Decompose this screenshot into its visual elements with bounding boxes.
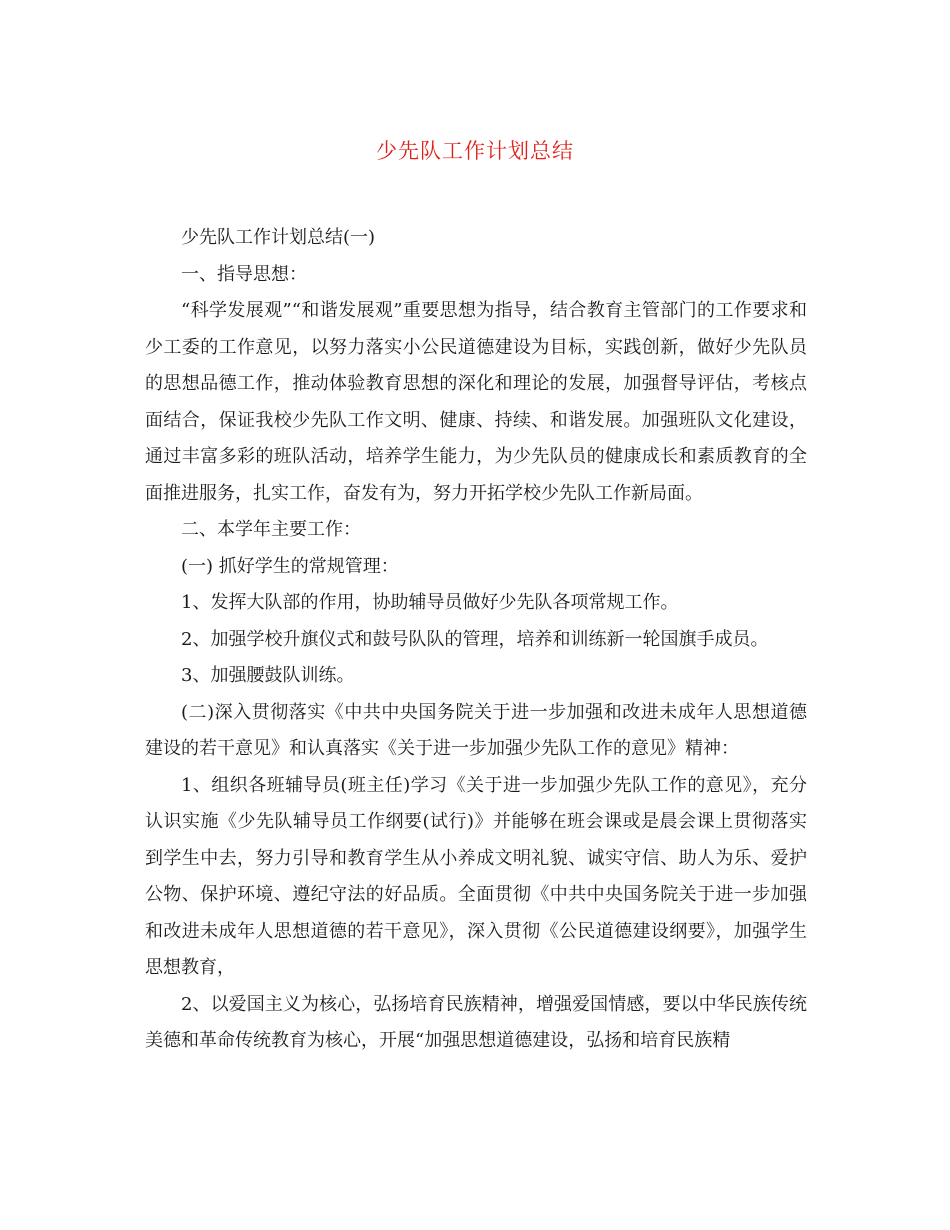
body-paragraph: 2、以爱国主义为核心，弘扬培育民族精神，增强爱国情感，要以中华民族传统美德和革命传统教育为核心，开展“加强思想道德建设，弘扬和培育民族精: [145, 993, 807, 1051]
list-item: 1、发挥大队部的作用，协助辅导员做好少先队各项常规工作。: [181, 592, 679, 613]
section-heading-guiding-ideology: 一、指导思想：: [181, 263, 307, 285]
list-item: 3、加强腰鼓队训练。: [181, 665, 355, 686]
document-body: [145, 220, 807, 1060]
body-paragraph: “科学发展观”“和谐发展观”重要思想为指导，结合教育主管部门的工作要求和少工委的工作意见，以努力落实小公民道德建设为目标，实践创新，做好少先队员的思想品德工作，推动体验教育思想的深化和理论的发展，加强督导评估，考核点面结合，保证我校少先队工作文明、健康、持续、和谐发展。加强班队文化建设，通过丰富多彩的班队活动，培养学生能力，为少先队员的健康成长和素质教育的全面推进服务，扎实工作，奋发有为，努力开拓学校少先队工作新局面。: [145, 300, 807, 504]
list-item: 2、加强学校升旗仪式和鼓号队队的管理，培养和训练新一轮国旗手成员。: [181, 628, 769, 650]
document-title: 少先队工作计划总结: [376, 139, 574, 163]
subsection-heading-implementation: (二)深入贯彻落实《中共中央国务院关于进一步加强和改进未成年人思想道德建设的若干意见》和认真落实《关于进一步加强少先队工作的意见》精神：: [145, 701, 807, 759]
section-heading-main-work: 二、本学年主要工作：: [181, 519, 361, 540]
subtitle-paragraph: 少先队工作计划总结(一): [181, 227, 376, 248]
body-paragraph: 1、组织各班辅导员(班主任)学习《关于进一步加强少先队工作的意见》，充分认识实施《少先队辅导员工作纲要(试行)》并能够在班会课或是晨会课上贯彻落实到学生中去，努力引导和教育学生从小养成文明礼貌、诚实守信、助人为乐、爱护公物、保护环境、遵纪守法的好品质。全面贯彻《中共中央国务院关于进一步加强和改进未成年人思想道德的若干意见》，深入贯彻《公民道德建设纲要》，加强学生思想教育，: [145, 774, 807, 978]
subsection-heading-routine-management: (一) 抓好学生的常规管理：: [181, 555, 399, 577]
